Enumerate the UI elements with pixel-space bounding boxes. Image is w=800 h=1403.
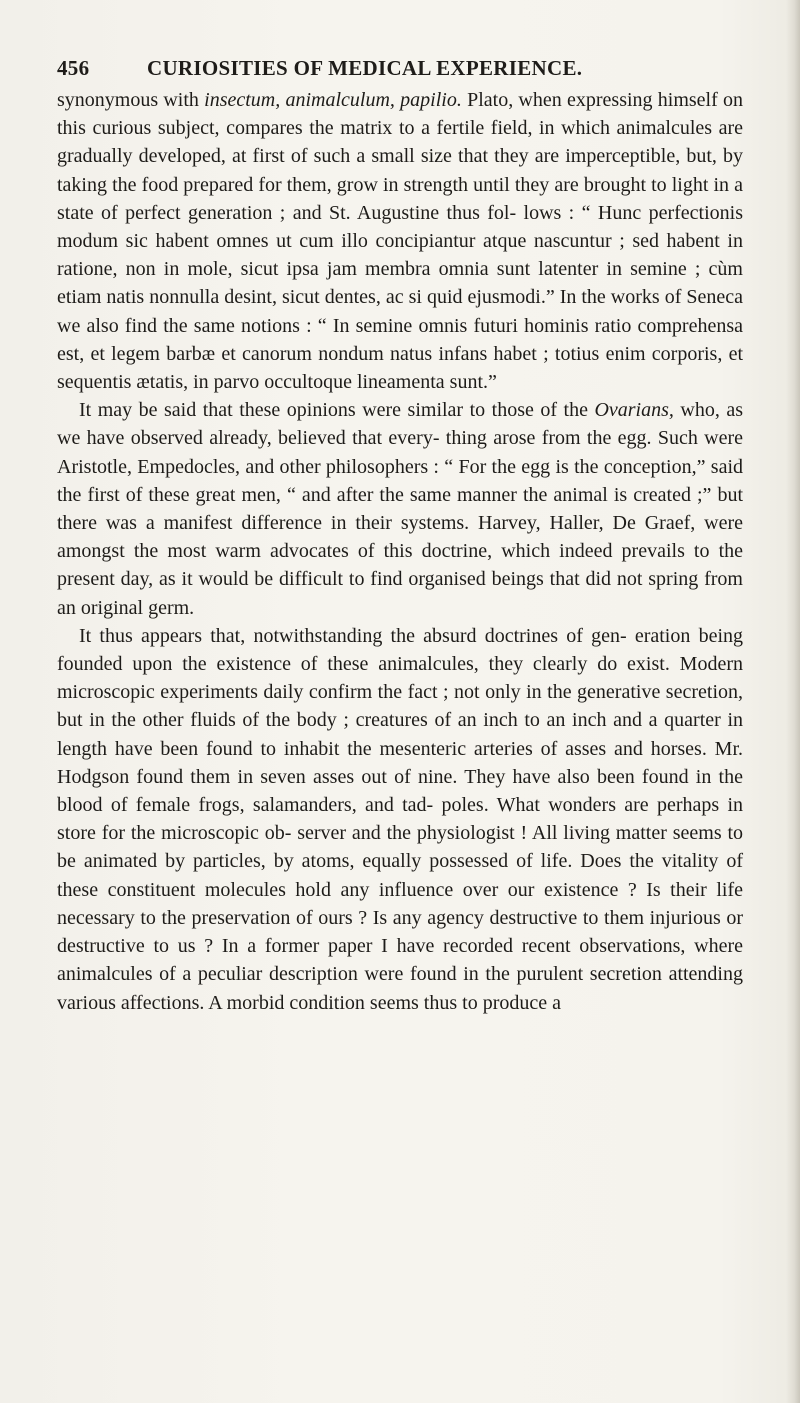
italic-latin-terms: insectum, animalculum, papilio. [204,89,462,111]
paragraph-1: synonymous with insectum, animalculum, papilio. Plato, when expressing himself on this curious subject, compares the matrix to a fertile field, in which animalcules are gradually developed, at first of such a small size that they are imperceptible, but, by taking the food prepared for them, grow in strength until they are brought to light in a state of perfect generation ; and St. Augustine thus fol- lows : “ Hunc perfectionis modum sic habent omnes ut cum illo concipiantur atque nascuntur ; sed habent in ratione, non in mole, sicut ipsa jam membra omnia sunt latenter in semine ; cùm etiam natis nonnulla desint, sicut dentes, ac si quid ejusmodi.” In the works of Seneca we also find the same notions : “ In semine omnis futuri hominis ratio comprehensa est, et legem barbæ et canorum nondum natus infans habet ; totius enim corporis, et sequentis ætatis, in parvo occultoque lineamenta sunt.” [57,89,743,394]
page-number: 456 [57,56,90,80]
paragraph-2: It may be said that these opinions were similar to those of the Ovarians, who, as we have observed already, believed that every- thing arose from the egg. Such were Aristotle, Empedocles, and other philosophers : “ For the egg is the conception,” said the first of these great men, “ and after the same manner the animal is created ;” but there was a manifest difference in their systems. Harvey, Haller, De Graef, were amongst the most warm advocates of this doctrine, which indeed prevails to the present day, as it would be difficult to find organised beings that did not spring from an original germ. [57,399,744,619]
page-edge-shadow [786,0,800,1403]
running-title: CURIOSITIES OF MEDICAL EXPERIENCE. [147,56,583,80]
running-header [57,52,743,84]
italic-ovarians: Ovarians, [594,399,674,422]
paragraph-3: It thus appears that, notwithstanding the absurd doctrines of gen- eration being founded upon the existence of these animalcules, they clearly do exist. Modern microscopic experiments daily confirm the fact ; not only in the generative secretion, but in the other fluids of the body ; creatures of an inch to an inch and a quarter in length have been found to inhabit the mesenteric arteries of asses and horses. Mr. Hodgson found them in seven asses out of nine. They have also been found in the blood of female frogs, salamanders, and tad- poles. What wonders are perhaps in store for the microscopic ob- server and the physiologist ! All living matter seems to be animated by particles, by atoms, equally possessed of life. Does the vitality of these constituent molecules hold any influence over our existence ? Is their life necessary to the preservation of ours ? Is any agency destructive to them injurious or destructive to us ? In a former paper I have recorded recent observations, where animalcules of a peculiar description were found in the purulent secretion attending various affections. A morbid condition seems thus to produce a [57,624,743,1014]
body-text [57,86,743,1017]
